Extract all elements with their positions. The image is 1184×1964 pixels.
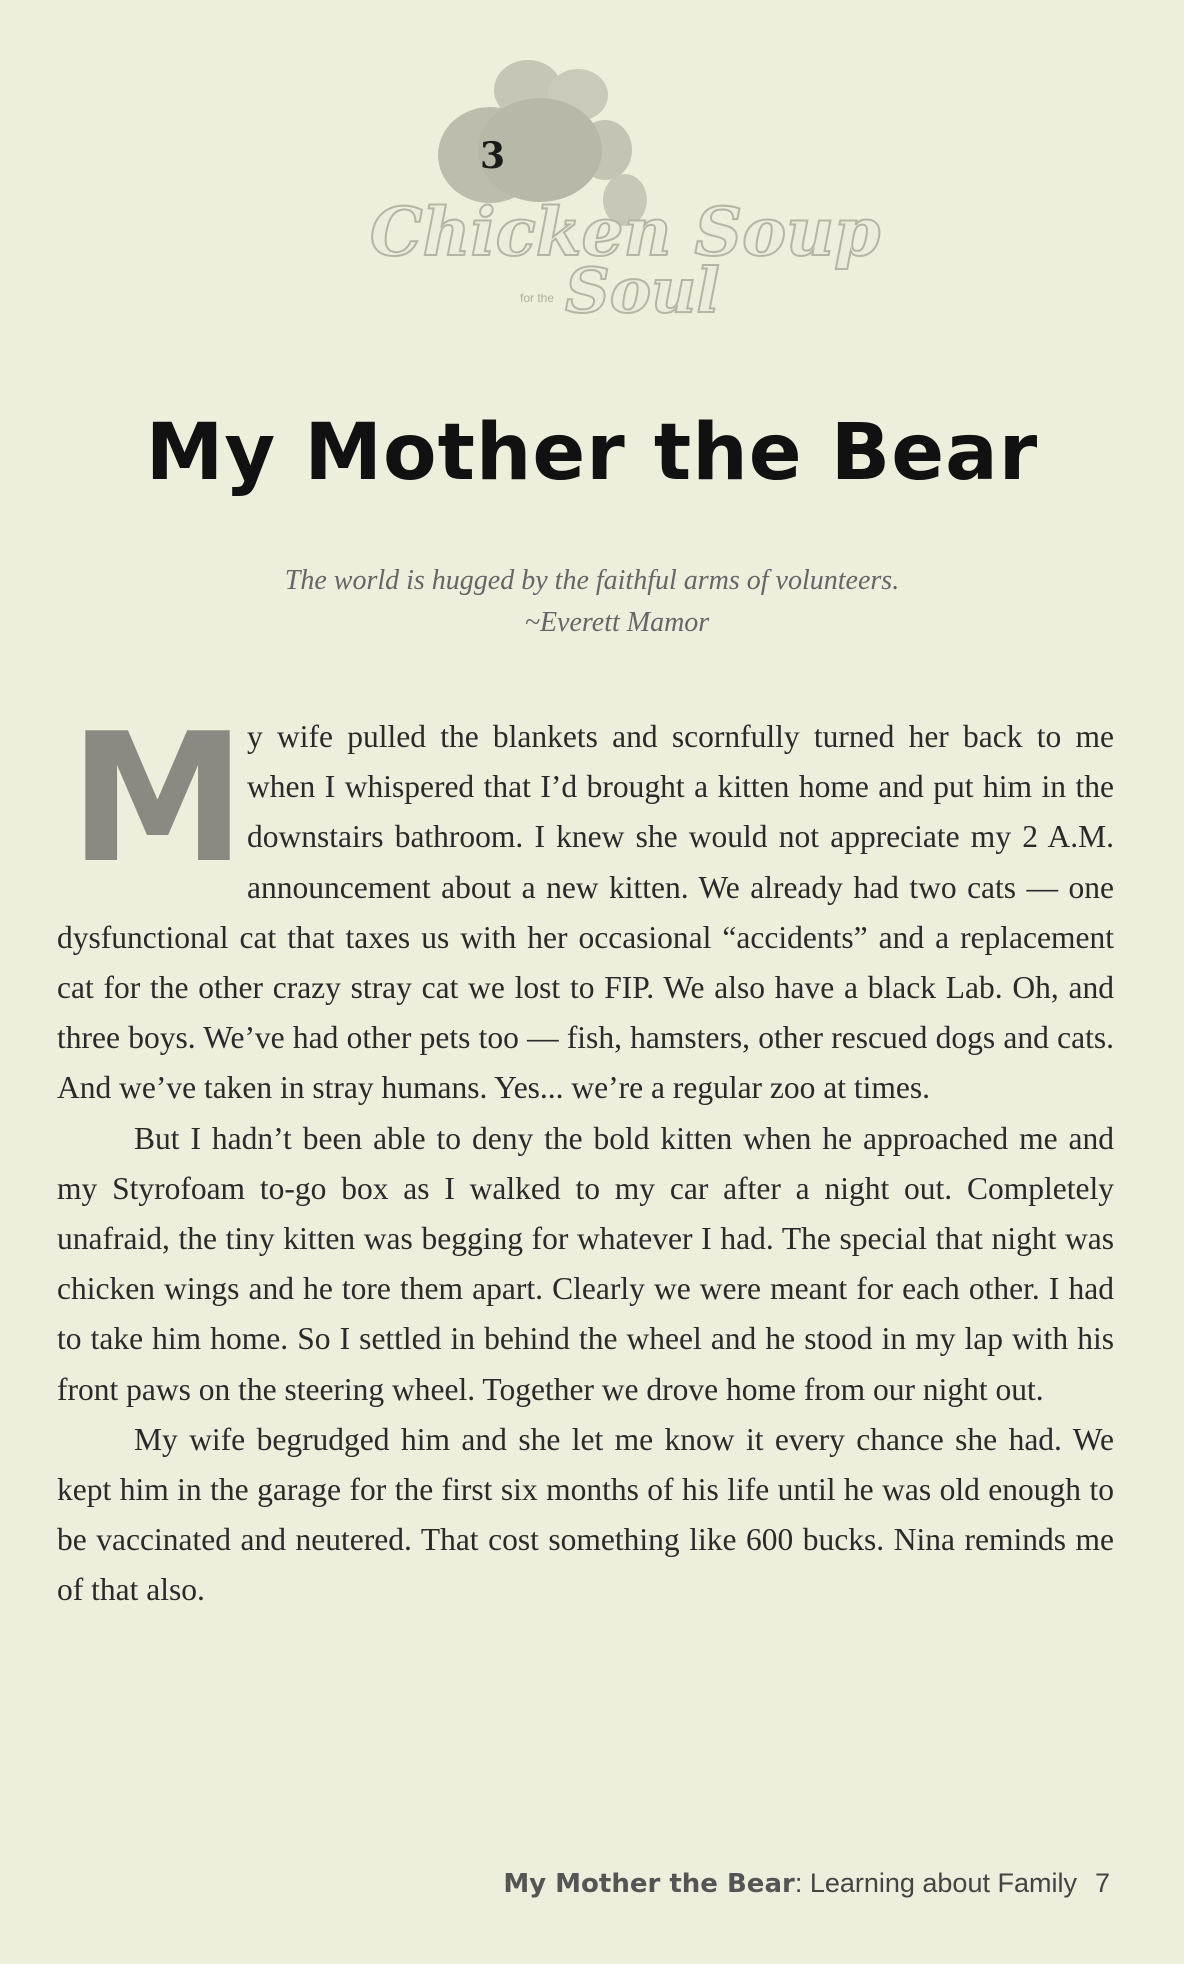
epigraph-author: ~Everett Mamor bbox=[524, 607, 710, 638]
chapter-title: My Mother the Bear bbox=[145, 408, 1039, 498]
footer-title: My Mother the Bear bbox=[503, 1869, 795, 1899]
footer-section: : Learning about Family bbox=[794, 1868, 1077, 1898]
paw-print-icon bbox=[370, 50, 881, 380]
drop-cap-letter: M bbox=[69, 695, 247, 902]
epigraph bbox=[0, 560, 1184, 644]
paragraph-1 bbox=[57, 695, 1114, 1114]
logo-brand-small: for the bbox=[520, 291, 555, 305]
drop-cap bbox=[57, 695, 247, 902]
paragraph-2: But I hadn’t been able to deny the bold kitten when he approached me and my Styrofoam to-go box as I walked to my car after a night out. Completely unafraid, the tiny kitten was begging for whatever I had. The special that night was chicken wings and he tore them apart. Clearly we were meant for each other. I had to take him home. So I settled in behind the wheel and he stood in my lap with his front paws on the steering wheel. Together we drove home from our night out. bbox=[57, 1120, 1114, 1407]
paragraph-3: My wife begrudged him and she let me know it every chance she had. We kept him in the garage for the first six months of his life until he was old enough to be vaccinated and neutered. That cost something like 600 bucks. Nina reminds me of that also. bbox=[57, 1421, 1114, 1608]
page-number: 7 bbox=[1094, 1868, 1110, 1898]
story-body bbox=[57, 695, 1114, 1616]
epigraph-quote: The world is hugged by the faithful arms of volunteers. bbox=[284, 565, 900, 596]
logo-brand-line2: Soul bbox=[565, 254, 720, 327]
chapter-number: 3 bbox=[480, 135, 506, 177]
paragraph-1-text: y wife pulled the blankets and scornfully turned her back to me when I whispered that I’d brought a kitten home and put him in the downstairs bathroom. I knew she would not appreciate my 2 A.M. announcement about a new kitten. We already had two cats — one dysfunctional cat that taxes us with her occasional “accidents” and a replacement cat for the other crazy stray cat we lost to FIP. We also have a black Lab. Oh, and three boys. We’ve had other pets too — fish, hamsters, other rescued dogs and cats. And we’ve taken in stray humans. Yes... we’re a regular zoo at times. bbox=[57, 719, 1114, 1106]
logo-brand-line1: Chicken Soup bbox=[370, 193, 881, 271]
page-footer bbox=[503, 1868, 1110, 1900]
chicken-soup-logo bbox=[370, 50, 881, 380]
